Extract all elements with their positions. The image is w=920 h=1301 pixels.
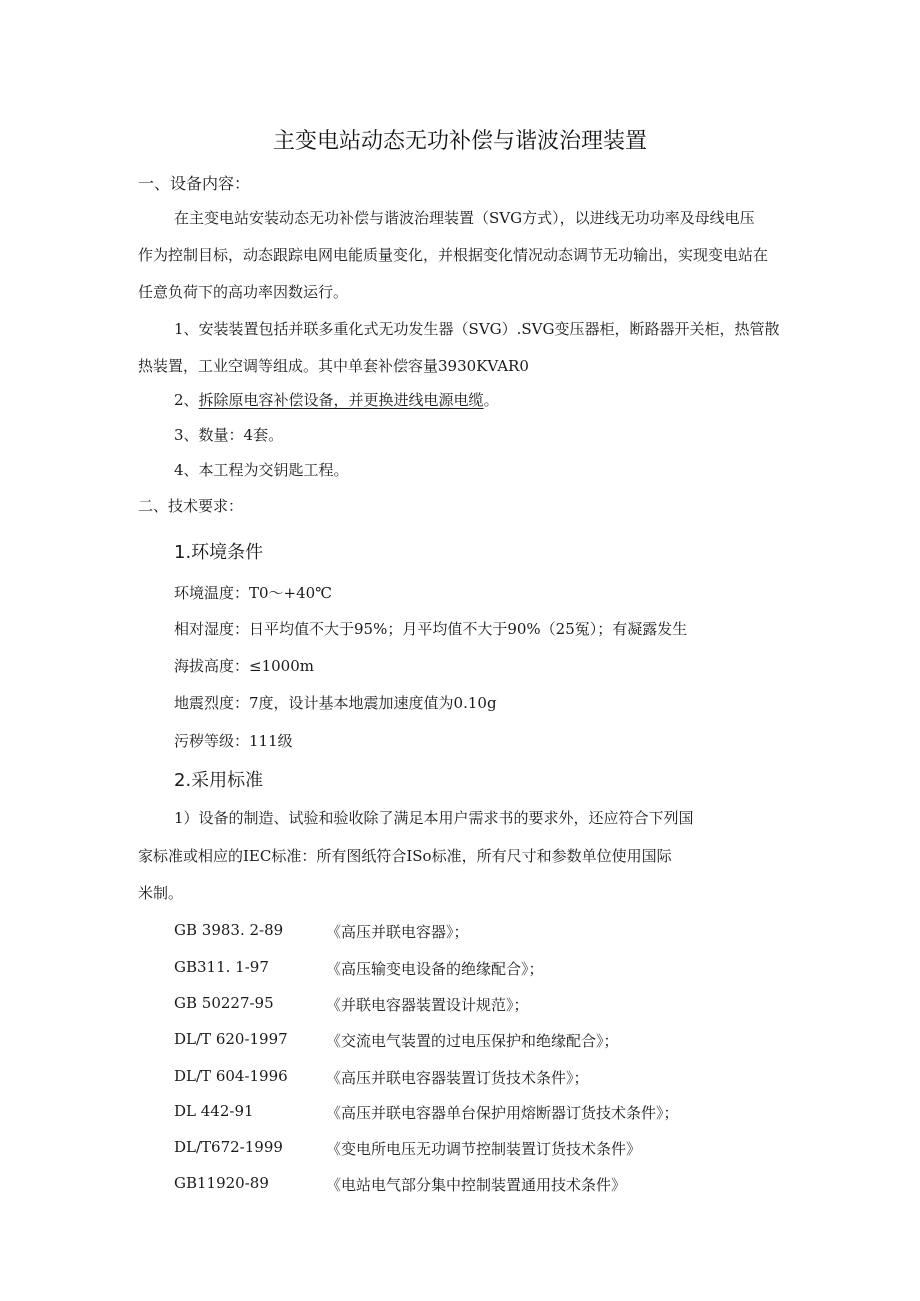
standard-name: 《电站电气部分集中控制装置通用技术条件》 bbox=[326, 1176, 627, 1194]
section1-heading: 一、设备内容： bbox=[138, 174, 251, 193]
env-altitude: 海拔高度：≤1000m bbox=[174, 657, 314, 675]
standard-name: 《高压并联电容器》； bbox=[326, 923, 469, 941]
standard-code: GB 3983. 2-89 bbox=[174, 921, 284, 939]
standards-para-line-1: 1）设备的制造、试验和验收除了满足本用户需求书的要求外，还应符合下列国 bbox=[174, 809, 694, 827]
item2 bbox=[174, 389, 499, 410]
subsection1-heading: 1.环境条件 bbox=[174, 542, 264, 563]
intro-line-2: 作为控制目标，动态跟踪电网电能质量变化，并根据变化情况动态调节无功输出，实现变电站在 bbox=[138, 246, 769, 264]
intro-line-3: 任意负荷下的高功率因数运行。 bbox=[138, 283, 349, 301]
env-temperature: 环境温度：T0～+40℃ bbox=[174, 584, 332, 602]
item2-underlined-text: 拆除原电容补偿设备，并更换进线电源电缆 bbox=[198, 391, 484, 409]
env-humidity: 相对湿度：日平均值不大于95%；月平均值不大于90%（25冤）；有凝露发生 bbox=[174, 620, 688, 638]
item4: 4、本工程为交钥匙工程。 bbox=[174, 461, 349, 479]
standards-para-line-2: 家标准或相应的IEC标准：所有图纸符合ISo标准，所有尺寸和参数单位使用国际 bbox=[138, 847, 672, 865]
standard-code: DL/T672-1999 bbox=[174, 1138, 283, 1156]
standard-code: DL/T 620-1997 bbox=[174, 1030, 288, 1048]
standard-name: 《交流电气装置的过电压保护和绝缘配合》； bbox=[326, 1032, 619, 1050]
item2-suffix: 。 bbox=[483, 391, 499, 409]
intro-line-1: 在主变电站安装动态无功补偿与谐波治理装置（SVG方式），以进线无功功率及母线电压 bbox=[174, 209, 755, 227]
standard-code: GB311. 1-97 bbox=[174, 958, 269, 976]
document-title: 主变电站动态无功补偿与谐波治理装置 bbox=[272, 129, 647, 154]
standard-code: GB 50227-95 bbox=[174, 994, 274, 1012]
item1-line-1: 1、安装装置包括并联多重化式无功发生器（SVG）.SVG变压器柜，断路器开关柜，热管散 bbox=[174, 320, 780, 338]
standard-name: 《高压并联电容器单台保护用熔断器订货技术条件》； bbox=[326, 1104, 679, 1122]
env-pollution: 污秽等级：111级 bbox=[174, 732, 293, 750]
item3: 3、数量：4套。 bbox=[174, 426, 284, 444]
standard-code: DL 442-91 bbox=[174, 1102, 254, 1120]
section2-heading: 二、技术要求： bbox=[138, 497, 244, 515]
item2-prefix: 2、 bbox=[174, 391, 199, 409]
subsection2-heading: 2.采用标准 bbox=[174, 770, 264, 791]
standard-name: 《高压并联电容器装置订货技术条件》； bbox=[326, 1069, 589, 1087]
standards-para-line-3: 米制。 bbox=[138, 884, 184, 902]
env-seismic: 地震烈度：7度，设计基本地震加速度值为0.10g bbox=[174, 694, 497, 712]
standard-name: 《高压输变电设备的绝缘配合》； bbox=[326, 960, 544, 978]
standard-code: DL/T 604-1996 bbox=[174, 1067, 288, 1085]
standard-code: GB11920-89 bbox=[174, 1174, 269, 1192]
standard-name: 《并联电容器装置设计规范》； bbox=[326, 996, 529, 1014]
standard-name: 《变电所电压无功调节控制装置订货技术条件》 bbox=[326, 1140, 642, 1158]
item1-line-2: 热装置，工业空调等组成。其中单套补偿容量3930KVAR0 bbox=[138, 357, 529, 375]
